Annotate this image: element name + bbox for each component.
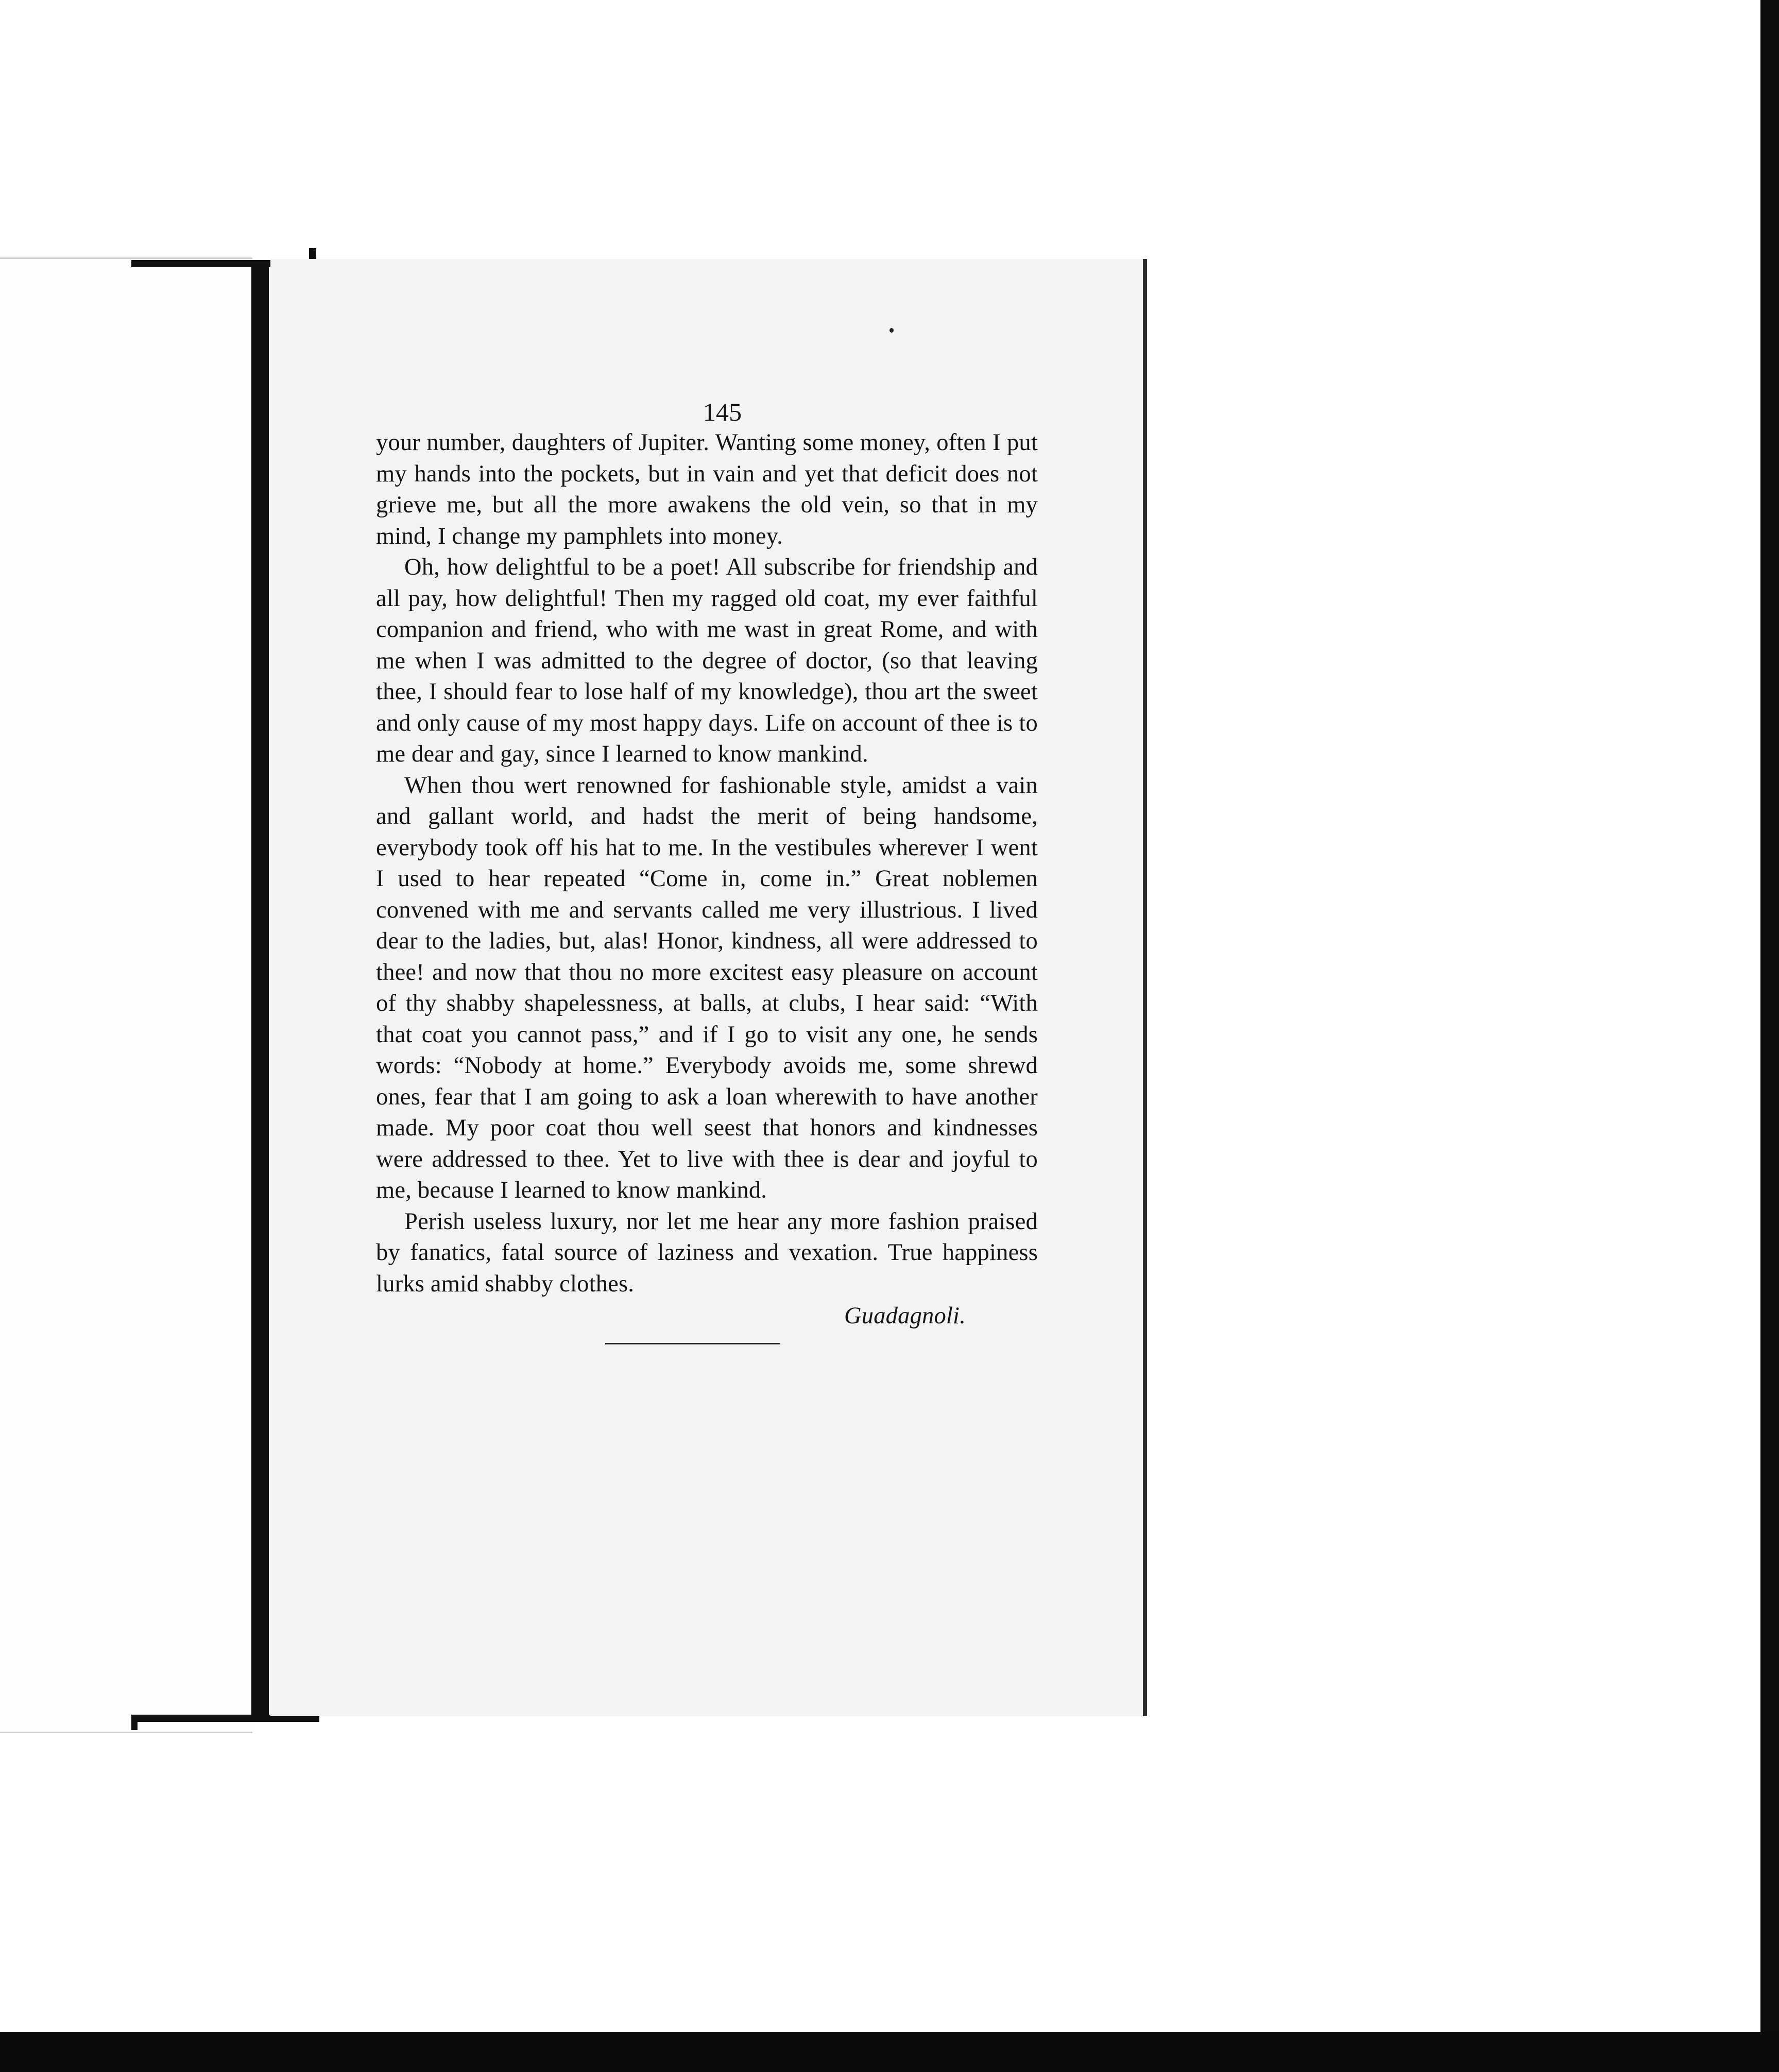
page-text-block	[376, 396, 1038, 1344]
paragraph-4: Perish useless luxury, nor let me hear any more fashion praised by fanatics, fatal source of laziness and vexation. True happiness lurks amid shabby clothes.	[376, 1208, 1038, 1297]
paragraph-1: your number, daughters of Jupiter. Wanting some money, often I put my hands into the pockets, but in vain and yet that deficit does not grieve me, but all the more awakens the old vein, so that in my mind, I change my pamphlets into money.	[376, 429, 1038, 549]
scan-speck	[890, 328, 894, 333]
facing-blank-page	[0, 257, 252, 1733]
scan-bottom-border	[0, 2032, 1779, 2072]
closing-rule	[605, 1343, 780, 1344]
paragraph-2: Oh, how delightful to be a poet! All subscribe for friendship and all pay, how delightful! Then my ragged old coat, my ever faithful companion and friend, who with me wast in great Rome, and with me when I was admitted to the degree of doctor, (so that leaving thee, I should fear to lose half of my knowledge), thou art the sweet and only cause of my most happy days. Life on account of thee is to me dear and gay, since I learned to know mankind.	[376, 554, 1038, 767]
scan-right-border	[1760, 0, 1779, 2072]
paragraph-3: When thou wert renowned for fashionable style, amidst a vain and gallant world, and hadst the merit of being handsome, everybody took off his hat to me. In the vestibules wherever I went I used to hear repeated “Come in, come in.” Great noblemen convened with me and servants called me very illustrious. I lived dear to the ladies, but, alas! Honor, kindness, all were addressed to thee! and now that thou no more excitest easy pleasure on account of thy shabby shapelessness, at balls, at clubs, I hear said: “With that coat you cannot pass,” and if I go to visit any one, he sends words: “Nobody at home.” Everybody avoids me, some shrewd ones, fear that I am going to ask a loan wherewith to have another made. My poor coat thou well seest that honors and kindnesses were addressed to thee. Yet to live with thee is dear and joyful to me, because I learned to know mankind.	[376, 772, 1038, 1203]
binding-bracket-bottom-tick	[131, 1715, 138, 1730]
page-number: 145	[703, 398, 742, 426]
book-spine	[251, 263, 269, 1720]
author-signature: Guadagnoli.	[844, 1303, 966, 1329]
